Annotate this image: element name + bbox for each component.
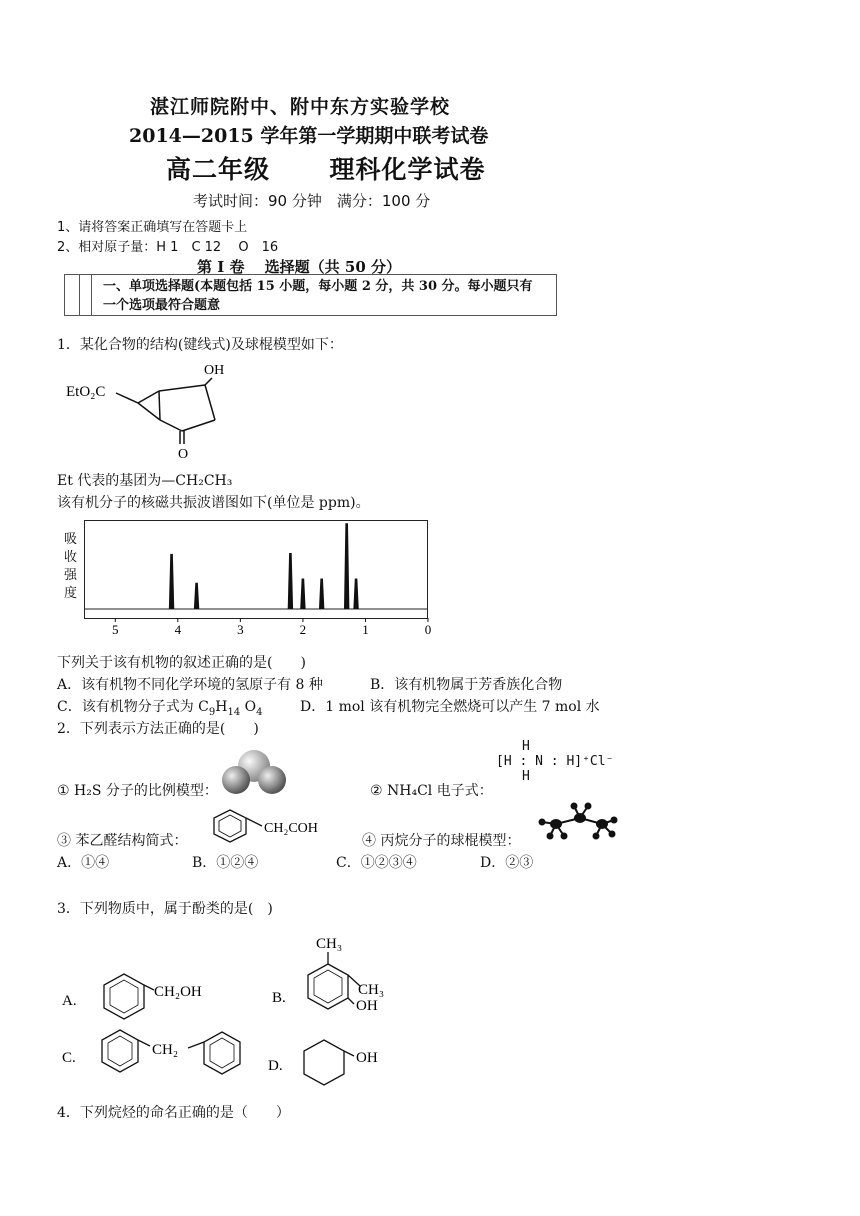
q2-option-d[interactable]: D．②③ [480, 855, 534, 871]
nmr-x-tick-label: 5 [112, 622, 119, 637]
q1-et-definition: Et 代表的基团为—CH₂CH₃ [57, 473, 233, 489]
q2-stem: 2．下列表示方法正确的是( ) [57, 721, 259, 737]
note-1: 1、请将答案正确填写在答题卡上 [57, 220, 248, 235]
q3-c-ch2: CH₂ [152, 1042, 179, 1058]
q3-label-b: B. [272, 990, 286, 1006]
q2-item-3: ③ 苯乙醛结构简式： [57, 833, 188, 849]
o-label: O [178, 447, 189, 462]
ch2coh-label: CH₂COH [264, 821, 318, 836]
q1-question: 下列关于该有机物的叙述正确的是( ) [57, 655, 306, 671]
q1-nmr-intro: 该有机分子的核磁共振波谱图如下(单位是 ppm)。 [57, 495, 370, 511]
nh4cl-electron-formula [496, 740, 613, 784]
y-label-char: 吸 [64, 532, 78, 547]
q3-label-d: D. [268, 1058, 283, 1074]
y-label-char: 收 [64, 550, 78, 565]
q1-option-c[interactable]: C．该有机物分子式为 $C_9H_{14}$ $O_4$ [57, 699, 263, 718]
q2-item-1: ① H₂S 分子的比例模型： [57, 783, 218, 799]
q1-structure-diagram [60, 358, 260, 463]
nmr-peak [345, 524, 349, 609]
nmr-plot-frame [85, 521, 428, 619]
e-formula-top-h: H [522, 739, 530, 754]
q2-item-2: ② NH₄Cl 电子式： [370, 783, 493, 799]
esterifier-label: EtO₂C [66, 384, 106, 400]
nmr-x-tick-label: 1 [362, 622, 369, 637]
phenylacetaldehyde-structure [210, 806, 340, 846]
q2-option-b[interactable]: B．①②④ [192, 855, 259, 871]
nmr-peak [320, 579, 324, 609]
q3-label-a: A. [62, 993, 77, 1009]
q2-option-c[interactable]: C．①②③④ [336, 855, 417, 871]
oh-label: OH [204, 363, 225, 378]
q3-structures[interactable] [56, 930, 406, 1100]
section-title: 第 I 卷 选择题（共 50 分） [197, 258, 402, 276]
nmr-peak [195, 584, 199, 610]
q3-b-ch3-top: CH₃ [316, 936, 343, 952]
q3-a-ch2oh: CH₂OH [154, 984, 202, 1000]
nmr-peak [288, 554, 292, 609]
q3-label-c: C. [62, 1050, 76, 1066]
nmr-x-tick-label: 4 [174, 622, 182, 637]
q1-option-d[interactable]: D．1 mol 该有机物完全燃烧可以产生 7 mol 水 [300, 699, 600, 715]
subject-label: 理科化学试卷 [329, 155, 486, 184]
nmr-x-tick-label: 2 [299, 622, 307, 637]
q3-b-oh: OH [356, 998, 378, 1014]
term-title: 2014—2015 学年第一学期期中联考试卷 [129, 125, 489, 147]
time-score: 考试时间：90 分钟 满分：100 分 [193, 192, 431, 210]
instruction-line-2: 一个选项最符合题意 [103, 298, 221, 313]
e-formula-bottom-h: H [522, 769, 530, 784]
nmr-x-tick-label: 0 [424, 622, 432, 637]
exam-title [166, 150, 485, 186]
note-2: 2、相对原子量：H 1 C 12 O 16 [57, 240, 279, 255]
q2-option-a[interactable]: A．①④ [57, 855, 110, 871]
nmr-y-label [64, 531, 80, 603]
nmr-spectrum-chart [84, 520, 434, 640]
q3-d-oh: OH [356, 1050, 378, 1066]
nmr-peak [354, 579, 358, 609]
q1-option-b[interactable]: B．该有机物属于芳香族化合物 [370, 677, 563, 693]
q3-b-ch3-side: CH₃ [358, 982, 385, 998]
grade-label: 高二年级 [166, 155, 271, 184]
nmr-x-tick-label: 3 [237, 622, 244, 637]
q4-stem: 4．下列烷烃的命名正确的是（ ） [57, 1105, 290, 1121]
nmr-peak [301, 579, 305, 609]
school-title: 湛江师院附中、附中东方实验学校 [150, 96, 451, 118]
q1-option-a[interactable]: A．该有机物不同化学环境的氢原子有 8 种 [57, 677, 323, 693]
instruction-line-1: 一、单项选择题(本题包括 15 小题，每小题 2 分，共 30 分。每小题只有 [103, 279, 533, 294]
q1-stem: 1．某化合物的结构(键线式)及球棍模型如下： [57, 337, 343, 353]
section-instruction-box [64, 274, 557, 316]
nmr-peak [170, 555, 174, 609]
y-label-char: 强 [64, 568, 78, 583]
y-label-char: 度 [64, 586, 78, 601]
e-formula-main: [H : N : H]⁺Cl⁻ [496, 754, 614, 769]
propane-ball-stick-model [536, 800, 622, 842]
q2-item-4: ④ 丙烷分子的球棍模型： [362, 833, 521, 849]
q3-stem: 3．下列物质中，属于酚类的是( ) [57, 901, 273, 917]
h2s-space-filling-model [218, 748, 290, 796]
q1-option-c-text: C．该有机物分子式为 C [57, 699, 209, 715]
